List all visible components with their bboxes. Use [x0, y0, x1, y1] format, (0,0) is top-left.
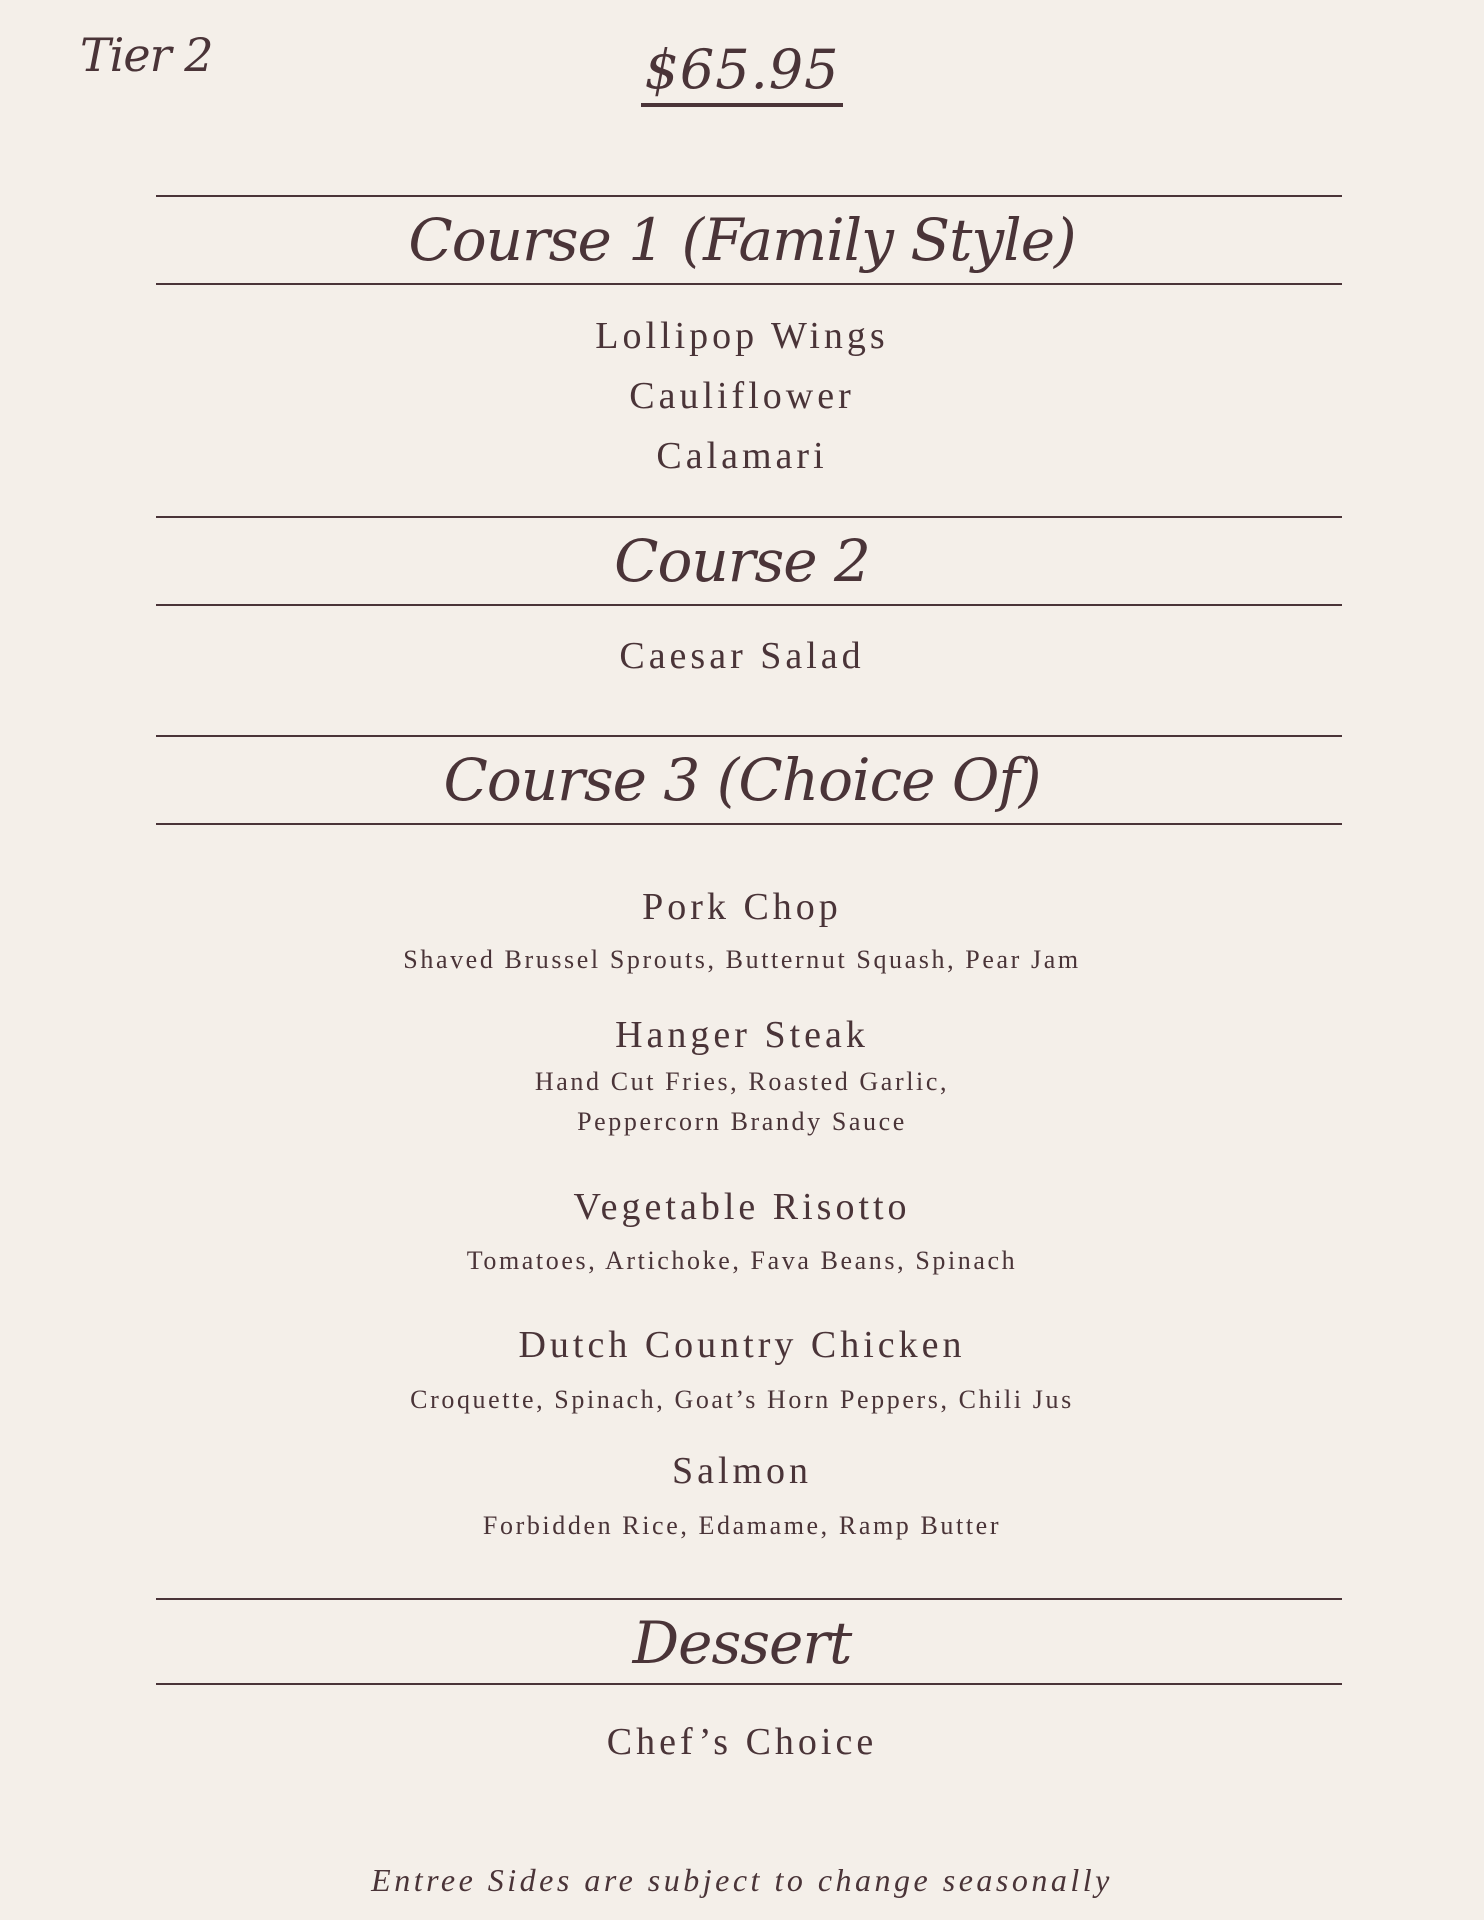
- entree-description: Tomatoes, Artichoke, Fava Beans, Spinach: [466, 1246, 1018, 1275]
- divider: [156, 1683, 1342, 1685]
- course-3-title: Course 3 (Choice Of): [443, 746, 1041, 814]
- entree-description: Forbidden Rice, Edamame, Ramp Butter: [482, 1511, 1002, 1540]
- divider: [156, 604, 1342, 606]
- footnote: Entree Sides are subject to change seasonally: [371, 1862, 1113, 1898]
- entree-description: Peppercorn Brandy Sauce: [577, 1107, 907, 1136]
- entree-description: Shaved Brussel Sprouts, Butternut Squash, Pear Jam: [403, 945, 1081, 974]
- price-label: [0, 38, 1484, 101]
- entree-name: Hanger Steak: [615, 1014, 869, 1056]
- dessert-title: Dessert: [632, 1609, 852, 1677]
- course-1-item: Calamari: [656, 435, 828, 477]
- entree-description: Hand Cut Fries, Roasted Garlic,: [534, 1067, 950, 1096]
- entree-description: Croquette, Spinach, Goat’s Horn Peppers, Chili Jus: [410, 1385, 1074, 1414]
- course-2-item: Caesar Salad: [619, 635, 865, 677]
- divider: [156, 283, 1342, 285]
- course-2-title: Course 2: [614, 527, 870, 595]
- entree-name: Pork Chop: [642, 886, 842, 928]
- tier-label: Tier 2: [80, 28, 213, 82]
- entree-name: Vegetable Risotto: [573, 1186, 911, 1228]
- entree-name: Dutch Country Chicken: [518, 1324, 966, 1366]
- dessert-item: Chef’s Choice: [606, 1721, 878, 1763]
- course-1-item: Cauliflower: [629, 375, 855, 417]
- course-1-item: Lollipop Wings: [595, 315, 889, 357]
- course-1-title: Course 1 (Family Style): [408, 206, 1076, 274]
- price-value: $65.95: [641, 38, 844, 107]
- entree-name: Salmon: [671, 1450, 813, 1492]
- divider: [156, 823, 1342, 825]
